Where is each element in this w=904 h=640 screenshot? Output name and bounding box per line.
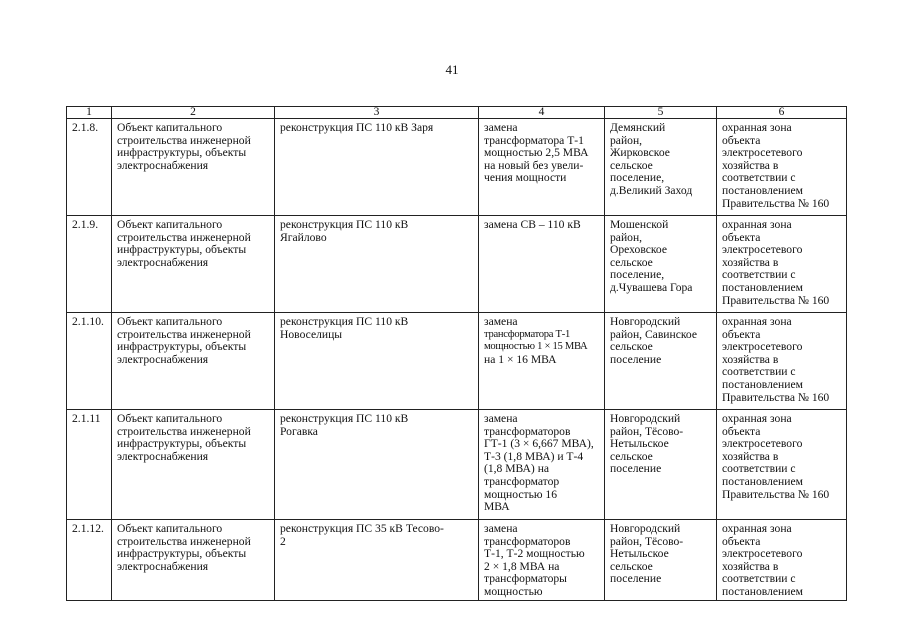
action-line: реконструкция ПС 110 кВ Заря: [280, 121, 434, 134]
location-line: Жирковское: [610, 146, 670, 160]
zone-line: соответствии с: [722, 462, 796, 476]
work-line: мощностью 16: [484, 487, 558, 501]
table-row: [67, 520, 847, 601]
zone-line: объекта: [722, 327, 761, 341]
object-line: инфраструктуры, объекты: [117, 243, 247, 257]
work-cell: [479, 520, 605, 601]
location-line: район, Тёсово-: [610, 534, 684, 548]
object-line: электроснабжения: [117, 158, 209, 172]
object-line: электроснабжения: [117, 449, 209, 463]
zone-cell: [717, 216, 847, 313]
zone-line: охранная зона: [722, 218, 792, 231]
col-header-5: 5: [605, 107, 717, 119]
work-line: замена: [484, 121, 518, 134]
work-line: Т-1, Т-2 мощностью: [484, 547, 585, 561]
work-line: МВА: [484, 500, 510, 514]
zone-line: хозяйства в: [722, 352, 779, 366]
zone-line: электросетевого: [722, 547, 803, 561]
page-number: 41: [445, 62, 459, 77]
work-line: трансформаторы: [484, 572, 567, 586]
location-line: район,: [610, 133, 643, 147]
zone-line: Правительства № 160: [722, 390, 830, 404]
col-header-1: 1: [67, 107, 112, 119]
zone-line: постановлением: [722, 474, 803, 488]
location-cell: [605, 410, 717, 520]
zone-line: охранная зона: [722, 412, 792, 425]
col-header-6: 6: [717, 107, 847, 119]
zone-line: электросетевого: [722, 146, 803, 160]
table-row: [67, 119, 847, 216]
action-cell: [275, 216, 479, 313]
object-line: строительства инженерной: [117, 327, 251, 341]
location-line: сельское: [610, 158, 653, 172]
zone-line: охранная зона: [722, 121, 792, 134]
zone-line: объекта: [722, 133, 761, 147]
zone-line: постановлением: [722, 377, 803, 391]
zone-line: постановлением: [722, 183, 803, 197]
work-line: Т-3 (1,8 МВА) и Т-4: [484, 449, 584, 463]
zone-cell: [717, 119, 847, 216]
zone-line: соответствии с: [722, 268, 796, 282]
location-line: поселение: [610, 572, 662, 586]
zone-line: соответствии с: [722, 171, 796, 185]
work-line: замена: [484, 522, 518, 535]
work-cell: [479, 216, 605, 313]
col-header-2: 2: [112, 107, 275, 119]
work-line: трансформатора Т-1: [484, 328, 570, 340]
location-line: Мошенской: [610, 218, 669, 231]
object-line: строительства инженерной: [117, 424, 251, 438]
zone-line: охранная зона: [722, 522, 792, 535]
location-line: Нетыльское: [610, 547, 669, 561]
location-line: Новгородский: [610, 412, 681, 425]
work-line: мощностью 1 × 15 МВА: [484, 341, 588, 353]
work-cell: [479, 119, 605, 216]
object-line: инфраструктуры, объекты: [117, 146, 247, 160]
zone-line: объекта: [722, 534, 761, 548]
action-line: реконструкция ПС 35 кВ Тесово-: [280, 522, 444, 535]
zone-line: электросетевого: [722, 243, 803, 257]
col-header-3: 3: [275, 107, 479, 119]
object-cell: [112, 520, 275, 601]
object-line: строительства инженерной: [117, 230, 251, 244]
infrastructure-table: [66, 106, 847, 601]
zone-line: постановлением: [722, 584, 803, 598]
location-cell: [605, 520, 717, 601]
location-line: район, Тёсово-: [610, 424, 684, 438]
location-line: район,: [610, 230, 643, 244]
zone-cell: [717, 313, 847, 410]
object-line: Объект капитального: [117, 315, 223, 328]
object-cell: [112, 119, 275, 216]
location-cell: [605, 313, 717, 410]
zone-line: хозяйства в: [722, 255, 779, 269]
action-line: Рогавка: [280, 424, 318, 438]
action-line: 2: [280, 534, 286, 548]
object-line: инфраструктуры, объекты: [117, 437, 247, 451]
object-line: Объект капитального: [117, 522, 223, 535]
object-line: строительства инженерной: [117, 133, 251, 147]
work-line: (1,8 МВА) на: [484, 462, 550, 476]
work-line: замена: [484, 412, 518, 425]
table-row: [67, 410, 847, 520]
table-row: [67, 313, 847, 410]
work-line: чения мощности: [484, 171, 567, 185]
row-number-cell: 2.1.9.: [67, 216, 112, 313]
zone-line: хозяйства в: [722, 449, 779, 463]
object-line: Объект капитального: [117, 218, 223, 231]
work-line: на 1 × 16 МВА: [484, 352, 557, 366]
work-line: 2 × 1,8 МВА на: [484, 559, 560, 573]
zone-line: хозяйства в: [722, 158, 779, 172]
zone-line: соответствии с: [722, 572, 796, 586]
work-line: трансформатор: [484, 474, 560, 488]
work-line: трансформаторов: [484, 534, 571, 548]
location-line: поселение,: [610, 268, 665, 282]
zone-line: Правительства № 160: [722, 487, 830, 501]
action-line: Ягайлово: [280, 230, 327, 244]
col-header-4: 4: [479, 107, 605, 119]
row-number-cell: 2.1.12.: [67, 520, 112, 601]
location-line: Ореховское: [610, 243, 667, 257]
location-line: д.Великий Заход: [610, 183, 693, 197]
header-row: [67, 107, 847, 119]
object-cell: [112, 216, 275, 313]
zone-line: объекта: [722, 424, 761, 438]
action-line: реконструкция ПС 110 кВ: [280, 412, 409, 425]
location-line: Нетыльское: [610, 437, 669, 451]
table-row: [67, 216, 847, 313]
action-cell: [275, 410, 479, 520]
zone-line: хозяйства в: [722, 559, 779, 573]
zone-cell: [717, 520, 847, 601]
work-line: на новый без увели-: [484, 158, 584, 172]
location-line: Демянский: [610, 121, 666, 134]
location-cell: [605, 119, 717, 216]
work-line: трансформаторов: [484, 424, 571, 438]
location-line: сельское: [610, 255, 653, 269]
work-line: мощностью 2,5 МВА: [484, 146, 589, 160]
location-line: поселение: [610, 462, 662, 476]
location-line: район, Савинское: [610, 327, 697, 341]
object-line: Объект капитального: [117, 121, 223, 134]
location-line: сельское: [610, 340, 653, 354]
zone-line: электросетевого: [722, 437, 803, 451]
work-line: замена: [484, 315, 518, 328]
action-line: реконструкция ПС 110 кВ: [280, 315, 409, 328]
zone-line: объекта: [722, 230, 761, 244]
object-line: электроснабжения: [117, 352, 209, 366]
work-line: замена СВ – 110 кВ: [484, 218, 581, 231]
location-line: поселение,: [610, 171, 665, 185]
work-line: ГТ-1 (3 × 6,667 МВА),: [484, 437, 594, 451]
object-line: электроснабжения: [117, 255, 209, 269]
object-line: инфраструктуры, объекты: [117, 547, 247, 561]
zone-line: Правительства № 160: [722, 293, 830, 307]
object-line: Объект капитального: [117, 412, 223, 425]
work-line: мощностью: [484, 584, 543, 598]
location-line: поселение: [610, 352, 662, 366]
location-line: Новгородский: [610, 315, 681, 328]
location-line: сельское: [610, 559, 653, 573]
location-line: д.Чувашева Гора: [610, 280, 693, 294]
work-line: трансформатора Т-1: [484, 133, 584, 147]
action-cell: [275, 119, 479, 216]
action-line: реконструкция ПС 110 кВ: [280, 218, 409, 231]
object-cell: [112, 313, 275, 410]
object-line: электроснабжения: [117, 559, 209, 573]
zone-cell: [717, 410, 847, 520]
zone-line: постановлением: [722, 280, 803, 294]
location-line: сельское: [610, 449, 653, 463]
object-line: строительства инженерной: [117, 534, 251, 548]
zone-line: охранная зона: [722, 315, 792, 328]
location-line: Новгородский: [610, 522, 681, 535]
action-cell: [275, 520, 479, 601]
zone-line: Правительства № 160: [722, 196, 830, 210]
row-number-cell: 2.1.10.: [67, 313, 112, 410]
row-number-cell: 2.1.8.: [67, 119, 112, 216]
location-cell: [605, 216, 717, 313]
object-cell: [112, 410, 275, 520]
zone-line: соответствии с: [722, 365, 796, 379]
zone-line: электросетевого: [722, 340, 803, 354]
action-line: Новоселицы: [280, 327, 343, 341]
action-cell: [275, 313, 479, 410]
object-line: инфраструктуры, объекты: [117, 340, 247, 354]
work-cell: [479, 410, 605, 520]
row-number-cell: 2.1.11: [67, 410, 112, 520]
work-cell: [479, 313, 605, 410]
